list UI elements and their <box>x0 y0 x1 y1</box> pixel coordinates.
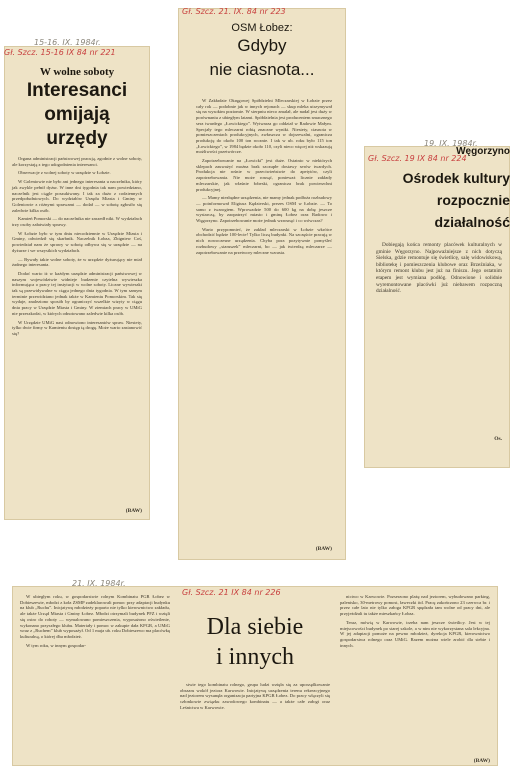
paragraph: Warto przypomnieć, że zakład mleczarski w Łobzie wkrótce obchodzić będzie 100-lecie! Tylko liczą budynki. Na szczęście pracują w nich nowoczesne urządzenia. Chyba pora pozytywnie pomyśleć rozbudowy „staruszek” mleczarni, bo — jak twierdzą mleczarze — zapotrzebowanie na przetwory mleczne wzrasta. <box>196 226 332 255</box>
headline-line-1: Ośrodek kultury <box>402 170 510 186</box>
paragraph: Zapotrzebowanie na „Łowicki” jest duże. Ostatnio w niektórych sklepach zauważyć można brak szczupłe dostawy serów twardych. Produkcja nie rośnie w przeciwieństwie do apetytów, czyli zapotrzebowania. Nie może rosnąć, ponieważ licznie zakłady mleczarskie, jak właśnie łobeski, ogranicza brak powierzchni produkcyjnej. <box>196 158 332 192</box>
stamp-annotation: Gł. Szcz. 21 IX 84 nr 226 <box>182 588 281 597</box>
paragraph: — Bywały takie wolne soboty, że w urzędzie dyżurujący nie miał żadnego interesanta. <box>12 256 142 268</box>
stamp-annotation: Gł. Szcz. 21. IX. 84 nr 223 <box>182 7 286 16</box>
clipping-wolne-soboty <box>4 38 150 520</box>
clipping-gdyby-nie-ciasnota <box>178 8 346 560</box>
paragraph: Dobiegają końca remonty placówek kulturalnych w gminie Węgorzyno. Najpoważniejsze z nich dotyczą Sielska, gdzie remontuje się świetlicę, salę widowiskową, bibliotekę i pomieszczenia klubowe oraz Brzeźniaka, w którym remont klubu jest już na finiszu. Jego ostatnim etapem jest wymiana podłóg. Odnowione i solidnie wyremontowane placówki już niebawem rozpoczną działalność. <box>376 242 502 295</box>
clipping-dla-siebie-i-innych <box>12 579 498 766</box>
kicker: Węgorzyno <box>456 146 510 157</box>
paragraph: Kamień Pomorski — do naczelnika nie zaszedł nikt. W wydziałach trzy osoby załatwiały sprawy. <box>12 216 142 228</box>
date-note: 21. IX. 1984r. <box>72 579 126 588</box>
article-body <box>196 98 332 548</box>
headline-line-1: Dla siebie <box>206 614 304 640</box>
paragraph: Obserwacje z wolnej soboty w urzędzie w Łobzie. <box>18 170 111 176</box>
article-body <box>12 156 142 506</box>
headline-line-2: i innych <box>216 644 294 670</box>
paragraph: W ubiegłym roku, w gospodarstwie rolnym Kombinatu PGR Łobez w Dobieszewie, młodzi z koła ZSMP zadeklarowali pomoc przy adaptacji budynku na klub „Ruchu”. Inicjatywę młodzieży poparto nie tylko kierownictwo zakładu, ale także Urząd Miasta i Gminy Łobez. Młodzi otrzymali budynek PFZ i wzięli się ostro do roboty — wymalowano pomieszczenia, wyposażono oświetlenie, wykonano przyszłego klubu. Materiały i pomoc w zakupie dała KPGR, a UMiG wraz z „Ruchem” klub wyposażył. Od 1 maja ub. roku Dobieszewo ma placówkę kulturalną, o której dba młodzież. <box>20 594 171 639</box>
paragraph: — Mamy niezbędne urządzenia, nie mamy jednak podłoża rozbudowy — poinformował Eligiusz Kędzierski, prezes OSM w Łobzie. — To samo z twarogiem. Wprowadzie 500 do 600 kg na dobę jeszcze wystarczą, by zaopatrzyć miasto i gminę Łobez oraz Radowo i Węgorzyno. Zapotrzebowanie może jednak wzrosnąć i co wówczas? <box>196 195 332 224</box>
article-column-3 <box>340 594 490 754</box>
article-column-2 <box>180 682 330 762</box>
paragraph: W Łobzie było w tym dniu niecodziennie w Urzędzie Miasta i Gminy, odwiedził się skarbnik. Naczelnik Łobza, Zbigniew Coś, powiedział nam że sprawy w sobotę odbywa się w urzędzie — na dyżurze i we wszystkich wydziałach. <box>12 230 142 253</box>
article-column-1 <box>20 594 170 762</box>
article-body <box>376 242 502 442</box>
paragraph: W Zakładzie Okręgowej Spółdzielni Mleczarskiej w Łobzie przez cały rok — podobnie jak w innych rejonach — skup mleka utrzymywał się na wysokim poziomie. W sierpniu nieco zmalał, ale nadal jest duży w porównaniu z ubiegłym latami. Spółdzielnia jest producentem smacznego sera twardego „Łowickiego”. Wytwarza go oddział w Radowie Małym. Specjały tego mleczarni robią znaczne wyniki. Niestety, ciasnota w pomieszczeniach produkcyjnych, zwłaszcza w dojrzewalni, ogranicza produkcję do około 100 ton rocznie. I tak w ub. roku było 115 ton „Łowickiego”, w 1984 będzie około 110, czyli nieco więcej niż wskazują możliwości przetwórcze. <box>196 98 332 155</box>
paragraph: W tym roku, w innym gospodar- <box>26 642 87 648</box>
kicker: OSM Łobez: <box>231 22 293 34</box>
headline-line-1: Interesanci <box>26 80 128 101</box>
headline-line-1: Gdyby <box>237 36 287 55</box>
paragraph: Organa administracji państwowej pracują, zgodnie z wolne soboty, ale korzystają z tego udogodnienia interesanci. <box>12 156 142 167</box>
stamp-annotation: Gł. Szcz. 19 IX 84 nr 224 <box>368 154 467 163</box>
headline-line-3: działalność <box>434 214 510 230</box>
headline-line-2: rozpocznie <box>436 192 510 208</box>
date-note: 19. IX. 1984r. <box>424 139 478 148</box>
paragraph: Dodać warto iż w każdym urzędzie administracji państwowej w naszym województwie widnieje budzenie czytelna wywieszka informująca o pracy tej instytucji w wolne soboty. Liczne wywieszki tak są przewidywalne w ciągu jednego dnia tygodnia. W tym samym terminie przewidziano jednak także w Kamieniu Pomorskim. Tak się wydaje, znaleziono sposób by ograniczyć wszelkie wizyty w ciągu dnia pracy w Urzędzie Miasta i Gminy. W ziemiach pracy w UMiG nie przeszkodzi, w których odnotowano zaledwie kilka osób. <box>12 270 142 316</box>
paragraph: Teraz, mówią w Karwowie, trzeba nam jeszcze świetlicy. Jest w tej miejscowości budynek po starej szkole, a w nim nie wykorzystana sala lekcyjna. W jej adaptacji pomoże na pewno młodzież, dyrekcja KPGR, kierownictwo gospodarstwa rolnego oraz UMiG. Razem można wiele zrobić dla siebie i innych. <box>340 619 490 648</box>
kicker: W wolne soboty <box>39 66 115 78</box>
headline-line-3: urzędy <box>46 128 108 149</box>
signature: Os. <box>494 436 502 442</box>
signature: (BAW) <box>125 508 142 514</box>
paragraph: stwie tego kombinatu rolnego, grupa ludzi wzięła się za uporządkowanie obszaru wokół jeziora Karwowie. Inicjatywę urządzenia terenu rekreacyjnego nad jeziorem wysunęła organizacja partyjna KPGR Łobez. Do pracy włączyli się członkowie związku zawodowego kombinatu — a także całe załogi oraz Leśnictwa w Karwowie. <box>180 682 330 710</box>
clipping-osrodek-kultury <box>364 139 510 468</box>
paragraph: nictwo w Karwowie. Pozserzono plażę nad jeziorem, wybudowano parking, palenisko, 30-metrowy pomost, ławeczki itd. Pracę zakończono 23 czerwca br. i przez całe lato nie tylko załoga KPGR spędzała tam wolne od pracy dni, ale przyjeżdżali tu także mieszkańcy Łobza. <box>340 594 490 617</box>
headline-line-2: omijają <box>44 104 110 125</box>
signature: (BAW) <box>315 546 332 552</box>
paragraph: W Urzędzie UMiG nasi odnowiono interesantów spraw. Niestety, tylko dwie firmy w Kamieniu dostęp tą drogę. Może warto zastanowić się? <box>12 319 142 336</box>
headline-line-2: nie ciasnota... <box>209 60 315 79</box>
paragraph: W Goleniowie nie było ani jednego interesanta u naczelnika, który jak zwykle pełnił dyżur. W inne dni tygodnia tak nam powiedziano, naczelnik jest ciągle poszukiwany. I tak za dużo z codziennych przedpołudniowych. Do wydziałów Urzędu Miasta i Gminy w Goleniowie z różnymi sprawami — dodał — w sobotę zgłosiło się zaledwie kilka osób. <box>12 179 142 213</box>
signature: (BAW) <box>473 758 490 764</box>
stamp-annotation: Gł. Szcz. 15-16 IX 84 nr 221 <box>4 48 116 57</box>
date-note: 15-16. IX. 1984r. <box>34 38 101 47</box>
